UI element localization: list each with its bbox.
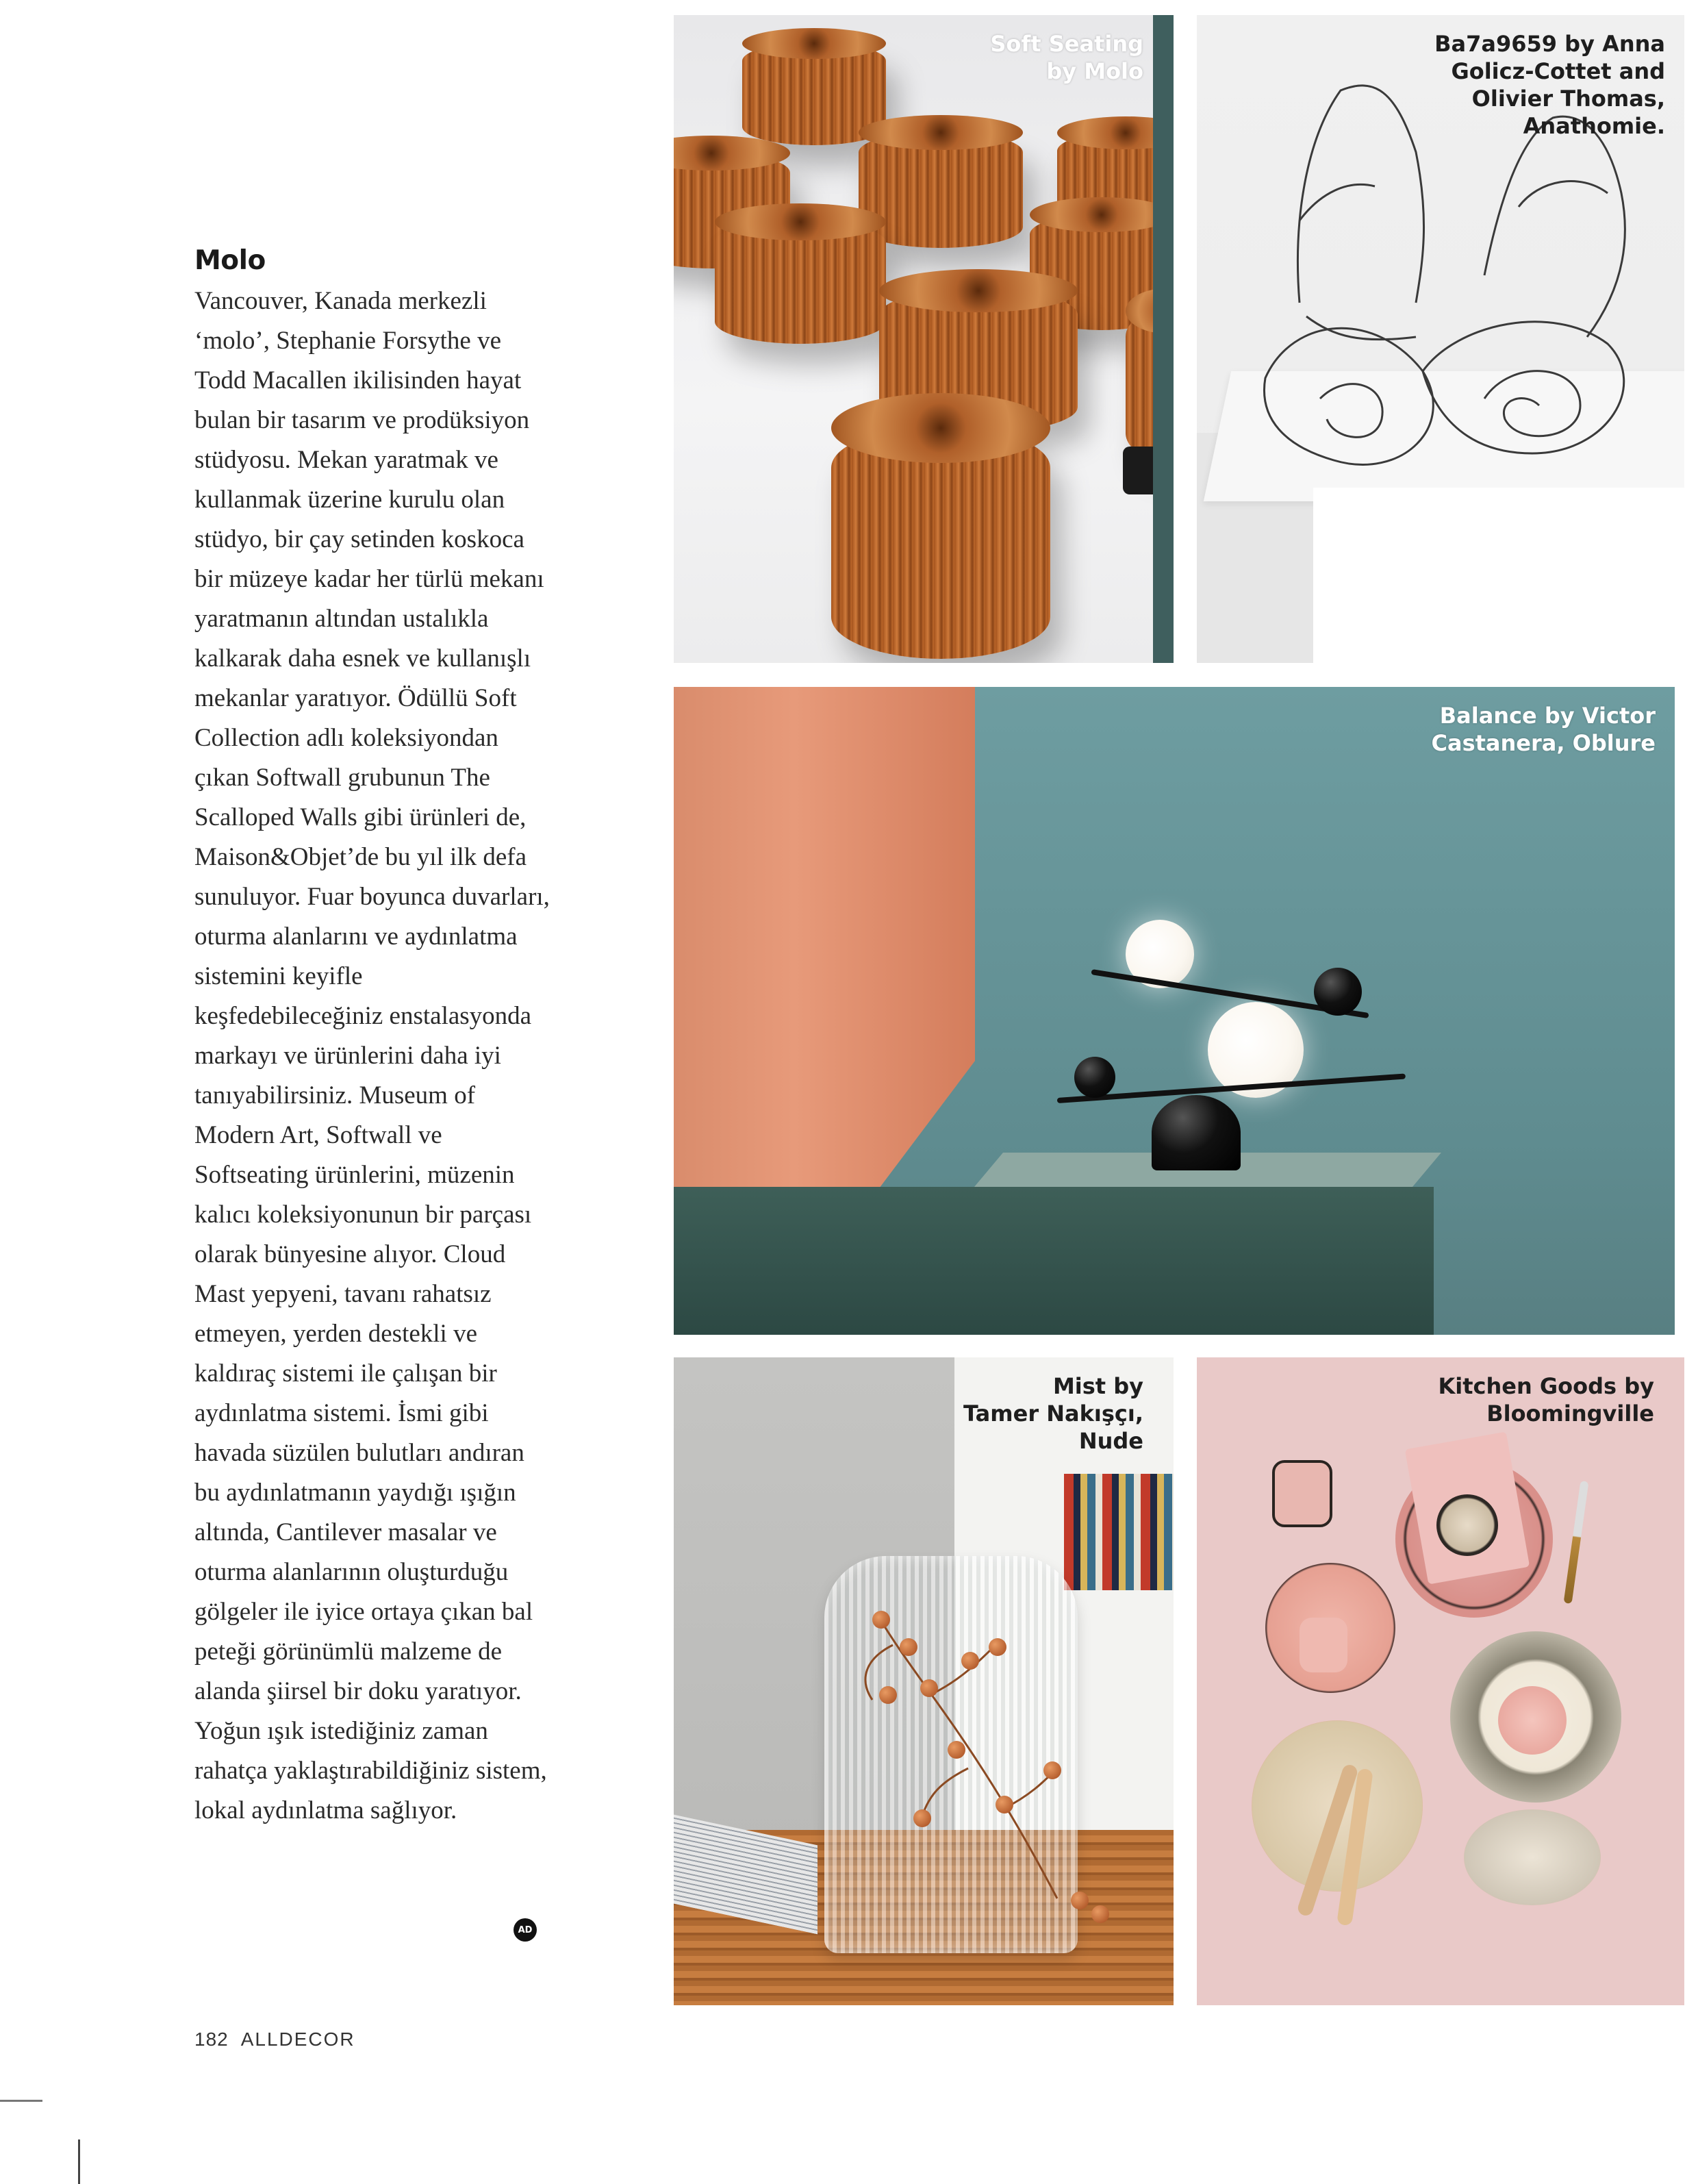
crop-mark [0, 2100, 42, 2102]
shelf-front [674, 1187, 1434, 1335]
crop-mark [78, 2139, 80, 2184]
berry [989, 1638, 1006, 1656]
black-object [1123, 447, 1153, 494]
page-footer [194, 2029, 355, 2050]
page-number: 182 [194, 2029, 229, 2050]
stool-shape [859, 131, 1023, 248]
plate [1464, 1809, 1601, 1905]
berry [900, 1638, 917, 1656]
article [194, 245, 550, 1831]
photo-wire-sculpture [1197, 15, 1684, 663]
photo-mist-vase [674, 1357, 1174, 2005]
berry [996, 1796, 1013, 1813]
black-base [1152, 1095, 1241, 1170]
photo-caption: Mist by Tamer Nakışçı, Nude [963, 1373, 1143, 1454]
photo-caption: Ba7a9659 by Anna Golicz-Cottet and Olivier Thomas, Anathomie. [1434, 31, 1665, 139]
orange-wall [674, 687, 975, 1221]
cup [1300, 1618, 1347, 1672]
black-sphere [1314, 968, 1362, 1016]
jug [1272, 1460, 1332, 1527]
article-heading: Molo [194, 245, 266, 276]
photo-kitchen-goods [1197, 1357, 1684, 2005]
cup [1498, 1686, 1567, 1755]
berry [872, 1611, 890, 1629]
knife [1564, 1481, 1589, 1604]
article-body: Vancouver, Kanada merkezli ‘molo’, Stephanie Forsythe ve Todd Macallen ikilisinden hayat bulan bir tasarım ve prodüksiyon stüdyosu. Mekan yaratmak ve kullanmak üzerine kurulu olan stüdyo, bir çay setinden koskoca bir müzeye kadar her türlü mekanı yaratmanın altından ustalıkla kalkarak daha esnek ve kullanışlı mekanlar yaratıyor. Ödüllü Soft Collection adlı koleksiyondan çıkan Softwall grubunun The Scalloped Walls gibi ürünleri de, Maison&Objet’de bu yıl ilk defa sunuluyor. Fuar boyunca duvarları, oturma alanlarını ve aydınlatma sistemini keyifle keşfedebileceğiniz enstalasyonda markayı ve ürünlerini daha iyi tanıyabilirsiniz. Museum of Modern Art, Softwall ve Softseating ürünlerini, müzenin kalıcı koleksiyonunun bir parçası olarak bünyesine alıyor. Cloud Mast yepyeni, tavanı rahatsız etmeyen, yerden destekli ve kaldıraç sistemi ile çalışan bir aydınlatma sistemi. İsmi gibi havada süzülen bulutları andıran bu aydınlatmanın yaydığı ışığın altında, Cantilever masalar ve oturma alanlarının oluşturduğu gölgeler ile iyice ortaya çıkan bal peteği görünümlü malzeme de alanda şiirsel bir doku yaratıyor. Yoğun ışık istediğiniz zaman rahatça yaklaştırabildiğiniz sistem, lokal aydınlatma sağlıyor. [194, 287, 550, 1824]
photo-soft-seating [674, 15, 1174, 663]
berry [913, 1809, 931, 1827]
berry [1091, 1905, 1109, 1923]
end-mark-icon: AD [514, 1918, 537, 1942]
berry [948, 1741, 965, 1759]
photo-caption: Kitchen Goods by Bloomingville [1438, 1373, 1654, 1427]
photo-caption: Balance by Victor Castanera, Oblure [1431, 703, 1656, 756]
berry [1043, 1761, 1061, 1779]
photo-edge [1153, 15, 1174, 663]
berry [1071, 1892, 1089, 1909]
stool-shape [715, 221, 886, 344]
photo-balance-lamp [674, 687, 1675, 1335]
berry [879, 1686, 897, 1704]
berry [920, 1679, 938, 1697]
cup [1436, 1494, 1498, 1556]
black-sphere [1074, 1057, 1115, 1098]
berry [961, 1652, 979, 1670]
photo-caption: Soft Seating by Molo [990, 31, 1143, 84]
stool-shape [831, 426, 1050, 659]
magazine-name: ALLDECOR [240, 2029, 355, 2050]
